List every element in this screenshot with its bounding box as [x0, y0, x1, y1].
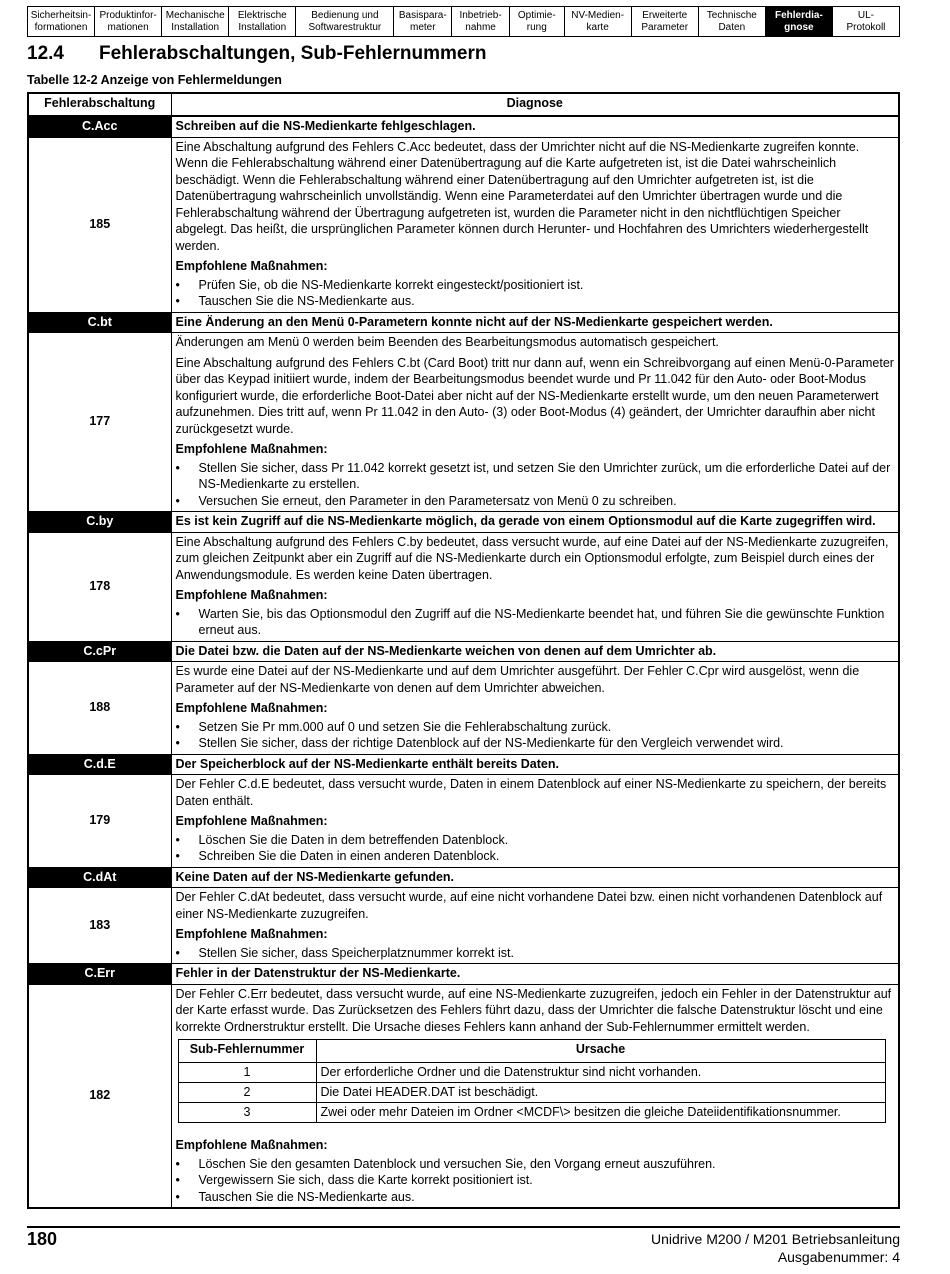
table-row [178, 1063, 885, 1083]
list-item: • Tauschen Sie die NS-Medienkarte aus. [176, 1189, 895, 1206]
tab-commissioning[interactable]: Inbetrieb- nahme [452, 7, 510, 36]
tab-electrical-installation[interactable]: Elektrische Installation [229, 7, 296, 36]
trip-number: 183 [28, 888, 171, 964]
trip-code: C.cPr [28, 641, 171, 662]
tab-diagnostics[interactable]: Fehlerdia- gnose [766, 7, 833, 36]
sub-table-header [178, 1040, 885, 1063]
tab-operation-software[interactable]: Bedienung und Softwarestruktur [296, 7, 394, 36]
trip-detail-row [28, 984, 899, 1208]
trip-title-row [28, 116, 899, 137]
manual-title: Unidrive M200 / M201 Betriebsanleitung [650, 1231, 900, 1247]
list-item: • Tauschen Sie die NS-Medienkarte aus. [176, 293, 895, 310]
sub-trip-table [178, 1039, 886, 1123]
trip-title: Es ist kein Zugriff auf die NS-Medienkarte möglich, da gerade von einem Optionsmodul auf die Karte zugegriffen wird. [171, 512, 899, 533]
trip-code: C.by [28, 512, 171, 533]
list-item: • Stellen Sie sicher, dass Speicherplatznummer korrekt ist. [176, 945, 895, 962]
table-header-row [28, 93, 899, 116]
tab-ul-listing[interactable]: UL- Protokoll [846, 9, 886, 33]
measures-heading: Empfohlene Maßnahmen: [175, 259, 328, 273]
trip-title-row [28, 641, 899, 662]
trip-title: Eine Änderung an den Menü 0-Parametern konnte nicht auf der NS-Medienkarte gespeichert werden. [171, 312, 899, 333]
measures-list [176, 945, 895, 962]
tab-technical-data[interactable]: Technische Daten [699, 7, 766, 36]
sub-trip-reason: Die Datei HEADER.DAT ist beschädigt. [316, 1083, 885, 1103]
measures-heading: Empfohlene Maßnahmen: [175, 814, 328, 828]
diagnosis-text: Änderungen am Menü 0 werden beim Beenden des Bearbeitungsmodus automatisch gespeichert. [175, 335, 719, 349]
tab-safety[interactable]: Sicherheitsin- formationen [28, 7, 95, 36]
measures-list [176, 1156, 895, 1206]
trip-diagnosis [171, 662, 899, 755]
diagnosis-text: Der Fehler C.Err bedeutet, dass versucht wurde, auf eine NS-Medienkarte zuzugreifen, jedoch ein Fehler in der Datenstruktur auf der Karte erfasst wurde. Das Zurücksetzen des Fehlers führt dazu, dass der Umrichter die falsche Datenstruktur löscht und eine korrekte Ordnerstruktur erstellt. Die Ursache dieses Fehlers kann anhand der Sub-Fehlernummer ermittelt werden. [175, 986, 892, 1034]
trip-code: C.bt [28, 312, 171, 333]
trip-title-row [28, 964, 899, 985]
trip-detail-row [28, 532, 899, 641]
measures-list [176, 277, 895, 310]
col-header-trip: Fehlerabschaltung [28, 93, 171, 116]
trip-detail-row [28, 662, 899, 755]
trip-number: 185 [28, 137, 171, 312]
issue-number: Ausgabenummer: 4 [777, 1249, 900, 1265]
diagnosis-text: Der Fehler C.dAt bedeutet, dass versucht wurde, auf eine nicht vorhandene Datei bzw. einen nicht vorhandenen Datenblock auf einer NS-Medienkarte zuzugreifen. [175, 890, 883, 921]
tab-optimization[interactable]: Optimie- rung [510, 7, 565, 36]
measures-list [176, 719, 895, 752]
measures-heading: Empfohlene Maßnahmen: [175, 927, 328, 941]
trip-title: Keine Daten auf der NS-Medienkarte gefunden. [171, 867, 899, 888]
tab-product-info[interactable]: Produktinfor- mationen [95, 7, 162, 36]
chapter-tab-bar [27, 6, 900, 37]
trip-diagnosis [171, 137, 899, 312]
list-item: • Löschen Sie die Daten in dem betreffenden Datenblock. [176, 832, 895, 849]
trip-diagnosis [171, 775, 899, 868]
trip-number: 182 [28, 984, 171, 1208]
list-item: • Setzen Sie Pr mm.000 auf 0 und setzen Sie die Fehlerabschaltung zurück. [176, 719, 895, 736]
trip-title-row [28, 867, 899, 888]
measures-heading: Empfohlene Maßnahmen: [175, 1138, 328, 1152]
list-item: • Schreiben Sie die Daten in einen anderen Datenblock. [176, 848, 895, 865]
trip-title-row [28, 512, 899, 533]
diagnosis-text: Eine Abschaltung aufgrund des Fehlers C.by bedeutet, dass versucht wurde, auf eine Datei auf der NS-Medienkarte zuzugreifen, zum gleichen Zeitpunkt aber ein Zugriff auf die NS-Medienkarte durch ein Optionsmodul erfolgte, zum Beispiel durch eines der Anwendungsmodule. Es werden keine Daten übertragen. [175, 534, 889, 582]
list-item: • Prüfen Sie, ob die NS-Medienkarte korrekt eingesteckt/positioniert ist. [176, 277, 895, 294]
trip-title: Die Datei bzw. die Daten auf der NS-Medienkarte weichen von denen auf dem Umrichter ab. [171, 641, 899, 662]
trip-number: 179 [28, 775, 171, 868]
table-row [178, 1083, 885, 1103]
trip-detail-row [28, 775, 899, 868]
trip-number: 188 [28, 662, 171, 755]
diagnosis-text: Der Fehler C.d.E bedeutet, dass versucht wurde, Daten in einem Datenblock auf einer NS-Medienkarte zu speichern, der bereits Daten enthält. [175, 777, 887, 808]
trip-code: C.dAt [28, 867, 171, 888]
list-item: • Warten Sie, bis das Optionsmodul den Zugriff auf die NS-Medienkarte beendet hat, und führen Sie die gewünschte Funktion erneut aus. [176, 606, 895, 639]
diagnosis-text: Eine Abschaltung aufgrund des Fehlers C.bt (Card Boot) tritt nur dann auf, wenn ein Schreibvorgang auf einen Menü-0-Parameter über das Keypad initiiert wurde, indem der Bearbeitungsmodus beendet wurde und Pr 11.042 für den Auto- oder Boot-Modus konfiguriert wurde, die erforderliche Boot-Datei aber nicht auf der NS-Medienkarte erstellt wurde, um den neuen Parameterwert aufzunehmen. Dies tritt auf, wenn Pr 11.042 in den Auto- (3) oder Boot-Modus (4) geändert, der Umrichter daraufhin aber nicht zurückgesetzt wurde. [175, 355, 894, 436]
trip-code: C.Acc [28, 116, 171, 137]
section-heading: 12.4 Fehlerabschaltungen, Sub-Fehlernummern [27, 43, 487, 64]
trip-diagnosis [171, 532, 899, 641]
trip-title: Der Speicherblock auf der NS-Medienkarte enthält bereits Daten. [171, 754, 899, 775]
measures-heading: Empfohlene Maßnahmen: [175, 588, 328, 602]
trip-code: C.d.E [28, 754, 171, 775]
sub-col-header-reason: Ursache [316, 1040, 885, 1063]
trip-table [27, 92, 900, 1209]
trip-title-row [28, 312, 899, 333]
trip-number: 178 [28, 532, 171, 641]
diagnosis-text: Es wurde eine Datei auf der NS-Medienkarte und auf dem Umrichter ausgeführt. Der Fehler C.Cpr wird ausgelöst, wenn die Parameter auf der NS-Medienkarte von denen auf dem Umrichter abweichen. [175, 664, 860, 695]
sub-trip-number: 2 [178, 1083, 316, 1103]
col-header-diagnosis: Diagnose [171, 93, 899, 116]
trip-detail-row [28, 333, 899, 512]
tab-nv-media-card[interactable]: NV-Medien- karte [565, 7, 632, 36]
measures-list [176, 832, 895, 865]
sub-trip-reason: Der erforderliche Ordner und die Datenstruktur sind nicht vorhanden. [316, 1063, 885, 1083]
trip-title: Fehler in der Datenstruktur der NS-Medienkarte. [171, 964, 899, 985]
page-number: 180 [27, 1229, 58, 1249]
sub-trip-number: 3 [178, 1103, 316, 1123]
sub-col-header-number: Sub-Fehlernummer [178, 1040, 316, 1063]
footer-divider [27, 1226, 900, 1228]
trip-diagnosis [171, 333, 899, 512]
trip-detail-row [28, 137, 899, 312]
table-row [178, 1103, 885, 1123]
sub-trip-reason: Zwei oder mehr Dateien im Ordner <MCDF\> besitzen die gleiche Dateiidentifikationsnummer. [316, 1103, 885, 1123]
measures-list [176, 606, 895, 639]
measures-heading: Empfohlene Maßnahmen: [175, 701, 328, 715]
trip-title-row [28, 754, 899, 775]
list-item: • Stellen Sie sicher, dass Pr 11.042 korrekt gesetzt ist, und setzen Sie den Umrichter zurück, um die erforderliche Datei auf der NS-Medienkarte zu erstellen. [176, 460, 895, 493]
list-item: • Löschen Sie den gesamten Datenblock und versuchen Sie, den Vorgang erneut auszuführen. [176, 1156, 895, 1173]
trip-diagnosis [171, 984, 899, 1208]
diagnosis-text: Eine Abschaltung aufgrund des Fehlers C.Acc bedeutet, dass der Umrichter nicht auf die NS-Medienkarte zugreifen konnte. Wenn die Fehlerabschaltung während einer Datenübertragung auf die Karte aufgetreten ist, ist die Datei wahrscheinlich beschädigt. Wenn die Fehlerabschaltung während einer Datenübertragung auf den Umrichter aufgetreten ist, ist die Datenübertragung wahrscheinlich unvollständig. Wenn eine Parameterdatei auf den Umrichter übertragen wurde und die Fehlerabschaltung während der Übertragung aufgetreten ist, wurden die Parameter nicht in den nichtflüchtigen Speicher abgelegt. Das heißt, die ursprünglichen Parameter können durch Herunter- und Hochfahren des Umrichters wiederhergestellt werden. [175, 139, 869, 253]
measures-heading: Empfohlene Maßnahmen: [175, 442, 328, 456]
list-item: • Vergewissern Sie sich, dass die Karte korrekt positioniert ist. [176, 1172, 895, 1189]
tab-basic-parameters[interactable]: Basispara- meter [394, 7, 452, 36]
trip-code: C.Err [28, 964, 171, 985]
list-item: • Versuchen Sie erneut, den Parameter in den Parametersatz von Menü 0 zu schreiben. [176, 493, 895, 510]
trip-title: Schreiben auf die NS-Medienkarte fehlgeschlagen. [171, 116, 899, 137]
measures-list [176, 460, 895, 510]
sub-trip-number: 1 [178, 1063, 316, 1083]
trip-diagnosis [171, 888, 899, 964]
tab-mechanical-installation[interactable]: Mechanische Installation [162, 7, 229, 36]
trip-number: 177 [28, 333, 171, 512]
table-caption: Tabelle 12-2 Anzeige von Fehlermeldungen [27, 73, 282, 87]
tab-advanced-parameters[interactable]: Erweiterte Parameter [632, 7, 699, 36]
list-item: • Stellen Sie sicher, dass der richtige Datenblock auf der NS-Medienkarte für den Vergleich verwendet wird. [176, 735, 895, 752]
trip-detail-row [28, 888, 899, 964]
